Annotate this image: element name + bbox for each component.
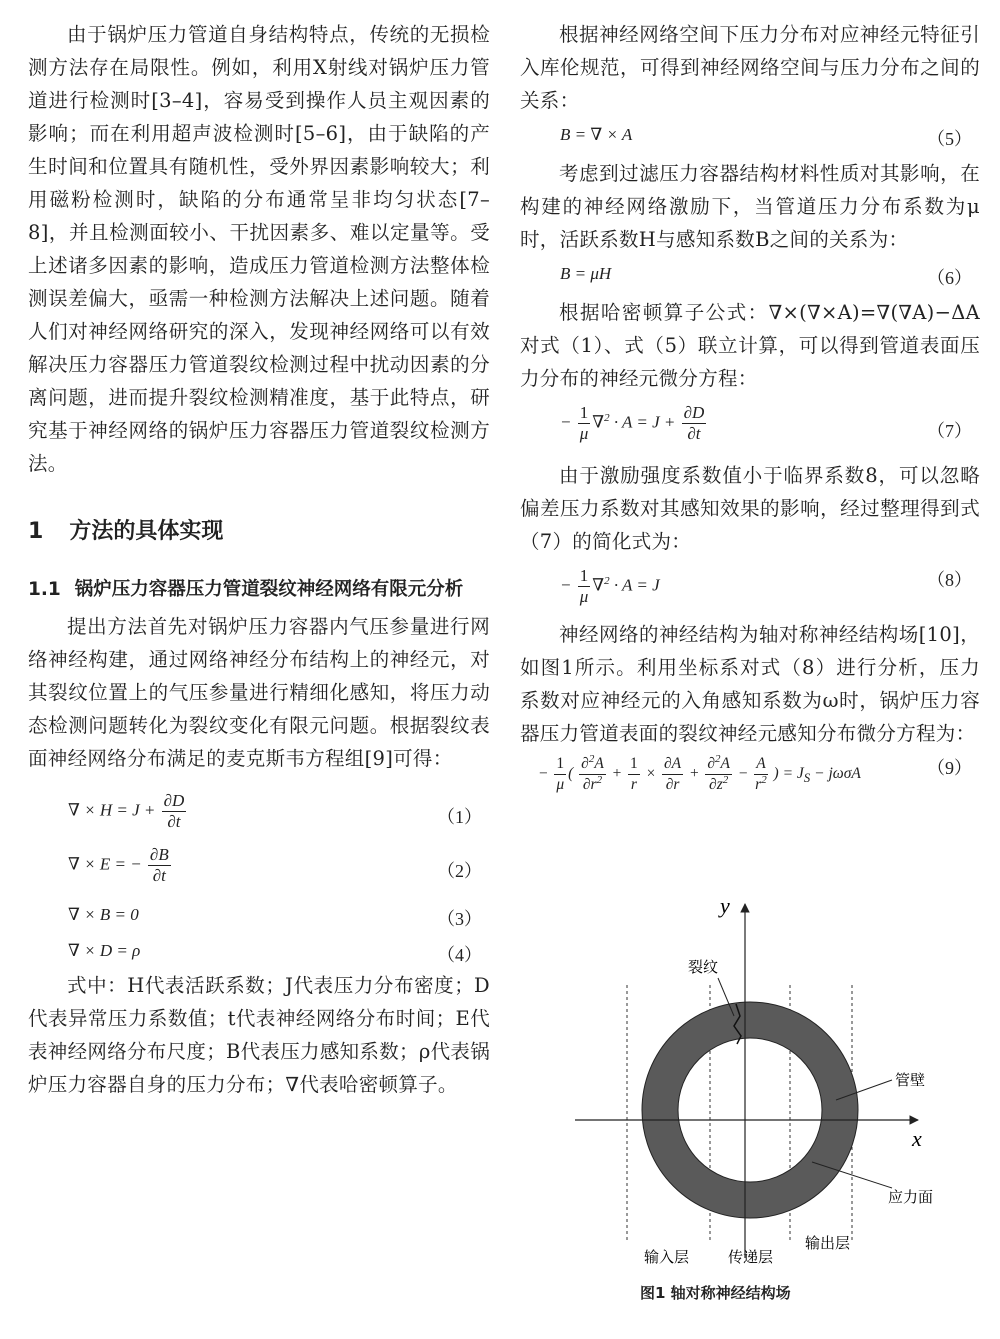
equation-4-number: （4） bbox=[437, 945, 482, 965]
material-paragraph: 考虑到过滤压力容器结构材料性质对其影响，在构建的神经网络激励下，当管道压力分布系数为μ时，活跃系数H与感知系数B之间的关系为： bbox=[520, 162, 980, 251]
crack-label: 裂纹 bbox=[688, 958, 719, 976]
subsection-heading bbox=[28, 573, 490, 606]
equation-6-expr: B = μH bbox=[560, 264, 612, 283]
symbol-definitions: 式中：H代表活跃系数；J代表压力分布密度；D代表异常压力系数值；t代表神经网络分布时间；E代表神经网络分布尺度；B代表压力感知系数；ρ代表锅炉压力容器自身的压力分布；∇代表哈密顿算子。 bbox=[28, 974, 490, 1096]
equation-5-number: （5） bbox=[927, 129, 972, 149]
x-axis-label: x bbox=[912, 1126, 922, 1151]
equation-7-number: （7） bbox=[927, 421, 972, 441]
equation-2: ∇ × E = − $\frac{\partial B}{\partial t}$ （2） bbox=[68, 845, 482, 885]
section-heading bbox=[28, 514, 490, 545]
wall-label: 管壁 bbox=[895, 1071, 926, 1089]
coulomb-paragraph: 根据神经网络空间下压力分布对应神经元特征引入库伦规范，可得到神经网络空间与压力分布之间的关系： bbox=[520, 23, 980, 112]
equation-8: − $\frac{1}{\mu}$ ∇$^2$ · A = J （8） bbox=[560, 566, 972, 606]
simplification-paragraph: 由于激励强度系数值小于临界系数8，可以忽略偏差压力系数对其感知效果的影响，经过整理得到式（7）的简化式为： bbox=[520, 464, 980, 553]
equation-6-number: （6） bbox=[927, 268, 972, 288]
section-title: 方法的具体实现 bbox=[69, 519, 224, 544]
equation-9: − $\frac{1}{\mu}$ ( $\frac{\partial^2A}{\partial r^2}$ + $\frac{1}{r}$ × $\frac{\partial A}{\partial r}$ + $\frac{\partial^2A}{\partial z^2}$ − $\frac{A}{r^2}$ ) = $J_S - j\omega\sigma A$ （9） bbox=[538, 752, 972, 793]
equation-5-expr: B = ∇ × A bbox=[560, 125, 633, 144]
transfer-layer-label: 传递层 bbox=[728, 1248, 774, 1266]
equation-7: − $\frac{1}{\mu}$ ∇$^2$ · A = J + $\frac{\partial D}{\partial t}$ （7） bbox=[560, 403, 972, 443]
equation-5 bbox=[520, 117, 980, 157]
section-number: 1 bbox=[28, 519, 44, 544]
figure-caption: 图1 轴对称神经结构场 bbox=[640, 1284, 791, 1302]
equation-4-expr: ∇ × D = ρ bbox=[68, 941, 141, 960]
right-column bbox=[520, 18, 980, 806]
equation-1: ∇ × H = J + $\frac{\partial D}{\partial t}$ （1） bbox=[68, 791, 482, 831]
equation-3 bbox=[28, 897, 490, 933]
output-layer-label: 输出层 bbox=[805, 1234, 851, 1252]
equation-3-expr: ∇ × B = 0 bbox=[68, 905, 139, 924]
equation-6 bbox=[520, 256, 980, 296]
equation-3-number: （3） bbox=[437, 909, 482, 929]
equation-9-number: （9） bbox=[927, 758, 972, 778]
intro-paragraph: 由于锅炉压力管道自身结构特点，传统的无损检测方法存在局限性。例如，利用X射线对锅炉压力管道进行检测时[3–4]，容易受到操作人员主观因素的影响；而在利用超声波检测时[5–6]，由于缺陷的产生时间和位置具有随机性，受外界因素影响较大；利用磁粉检测时，缺陷的分布通常呈非均匀状态[7–8]，并且检测面较小、干扰因素多、难以定量等。受上述诸多因素的影响，造成压力管道检测方法整体检测误差偏大，亟需一种检测方法解决上述问题。随着人们对神经网络研究的深入，发现神经网络可以有效解决压力容器压力管道裂纹检测过程中扰动因素的分离问题，进而提升裂纹检测精准度，基于此特点，研究基于神经网络的锅炉压力容器压力管道裂纹检测方法。 bbox=[28, 23, 490, 475]
input-layer-label: 输入层 bbox=[644, 1248, 690, 1266]
subsection-number: 1.1 bbox=[28, 579, 61, 600]
stress-surface-label: 应力面 bbox=[888, 1188, 934, 1206]
pipe-wall-ring bbox=[660, 1020, 840, 1200]
equation-2-number: （2） bbox=[437, 861, 482, 881]
left-column bbox=[28, 18, 490, 1101]
hamilton-paragraph: 根据哈密顿算子公式：∇×(∇×A)=∇(∇A)−ΔA对式（1）、式（5）联立计算，可以得到管道表面压力分布的神经元微分方程： bbox=[520, 301, 980, 390]
ring-inner-edge bbox=[678, 1038, 822, 1182]
equation-4 bbox=[28, 933, 490, 969]
subsection-title: 锅炉压力容器压力管道裂纹神经网络有限元分析 bbox=[74, 579, 464, 600]
equation-1-number: （1） bbox=[437, 807, 482, 827]
method-paragraph: 提出方法首先对锅炉压力容器内气压参量进行网络神经构建，通过网络神经分布结构上的神经元，对其裂纹位置上的气压参量进行精细化感知，将压力动态检测问题转化为裂纹变化有限元问题。根据裂纹表面神经网络分布满足的麦克斯韦方程组[9]可得： bbox=[28, 615, 490, 770]
equation-8-number: （8） bbox=[927, 570, 972, 590]
axisymmetric-figure bbox=[555, 890, 985, 1310]
y-axis-label: y bbox=[720, 893, 730, 918]
axisymmetric-paragraph: 神经网络的神经结构为轴对称神经结构场[10]，如图1所示。利用坐标系对式（8）进行分析，压力系数对应神经元的入角感知系数为ω时，锅炉压力容器压力管道表面的裂纹神经元感知分布微分方程为： bbox=[520, 623, 980, 745]
